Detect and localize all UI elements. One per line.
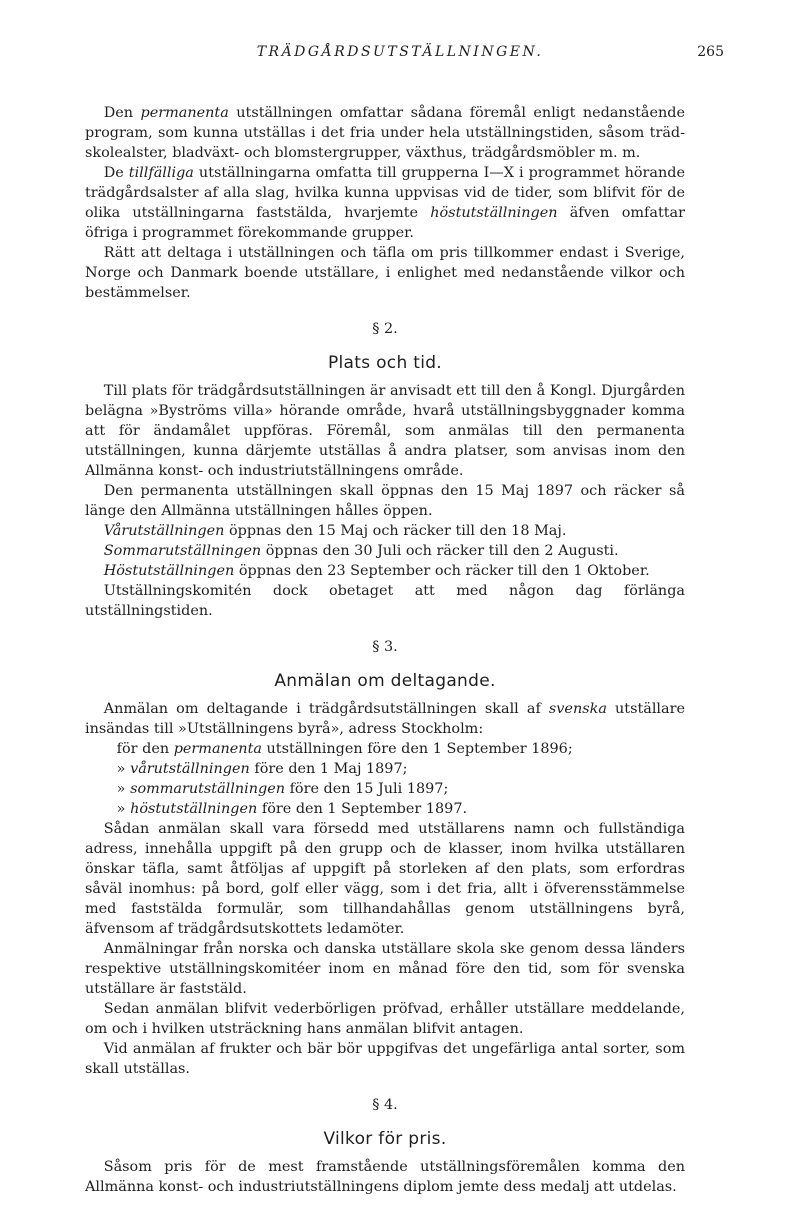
paragraph-autumn-dates: Höstutställningen öppnas den 23 September och räcker till den 1 Oktober. <box>103 563 650 579</box>
paragraph-temporary: De tillfälliga utställningarna omfatta till grupperna I—X i programmet hörande trädgårdsalster af alla slag, hvilka kunna uppvisas vid de tider, som blifvit för de olika utställningarna faststälda, hvarjemte höstutställningen äfven omfattar öfriga i programmet förekommande grupper. <box>85 165 685 241</box>
section-number-3: § 3. <box>372 639 398 655</box>
section-number-4: § 4. <box>372 1097 398 1113</box>
paragraph-permanent-dates: Den permanenta utställningen skall öppnas den 15 Maj 1897 och räcker så länge den Allmänna utställningen hålles öppen. <box>85 483 685 519</box>
paragraph-review: Sedan anmälan blifvit vederbörligen pröfvad, erhåller utställare meddelande, om och i hvilken utsträckning hans anmälan blifvit antagen. <box>85 1001 685 1037</box>
paragraph-permanent: Den permanenta utställningen omfattar sådana föremål enligt nedanstående program, som kunna utställas i det fria under hela utställningstiden, såsom träd-skolealster, bladväxt- och blomstergrupper, växthus, trädgårdsmöbler m. m. <box>85 105 685 161</box>
paragraph-spring-dates: Vårutställningen öppnas den 15 Maj och räcker till den 18 Maj. <box>103 523 567 539</box>
paragraph-foreign-exhibitors: Anmälningar från norska och danska utställare skola ske genom dessa länders respektive utställningskomitéer inom en månad före den tid, som för svenska utställare är faststäld. <box>85 941 685 997</box>
section-number-2: § 2. <box>372 321 398 337</box>
running-title: TRÄDGÅRDSUTSTÄLLNINGEN. <box>256 44 544 60</box>
deadline-item: » sommarutställningen före den 15 Juli 1897; <box>116 781 449 797</box>
deadline-item: » höstutställningen före den 1 September 1897. <box>116 801 468 817</box>
paragraph-registration-content: Sådan anmälan skall vara försedd med utställarens namn och fullständiga adress, innehålla uppgift på den grupp och de klasser, inom hvilka utställaren önskar täfla, samt åtföljas af uppgift på storleken af den plats, som erfordras såväl inomhus: på bord, golf eller vägg, som i det fria, allt i öfverensstämmelse med faststälda formulär, som tillhandahållas genom utställningens byrå, äfvensom af trädgårdsutskottets ledamöter. <box>85 821 685 937</box>
paragraph-registration: Anmälan om deltagande i trädgårdsutställningen skall af svenska utställare insändas till »Utställningens byrå», adress Stockholm: <box>85 701 686 737</box>
deadline-item: » vårutställningen före den 1 Maj 1897; <box>116 761 408 777</box>
paragraph-prizes: Såsom pris för de mest framstående utställningsföremålen komma den Allmänna konst- och industriutställningens diplom jemte dess medalj att utdelas. <box>85 1159 685 1195</box>
paragraph-summer-dates: Sommarutställningen öppnas den 30 Juli och räcker till den 2 Augusti. <box>103 543 619 559</box>
section-title-prize-conditions: Vilkor för pris. <box>323 1129 447 1149</box>
paragraph-eligibility: Rätt att deltaga i utställningen och täfla om pris tillkommer endast i Sverige, Norge och Danmark boende utställare, i enlighet med nedanstående vilkor och bestämmelser. <box>85 245 685 301</box>
section-title-place-time: Plats och tid. <box>327 353 443 373</box>
body-text <box>85 103 685 1197</box>
section-title-registration: Anmälan om deltagande. <box>274 671 496 691</box>
running-head <box>60 44 740 66</box>
page-number: 265 <box>697 44 724 60</box>
paragraph-extension: Utställningskomitén dock obetaget att med någon dag förlänga utställningstiden. <box>85 583 685 619</box>
paragraph-fruit: Vid anmälan af frukter och bär bör uppgifvas det ungefärliga antal sorter, som skall utställas. <box>85 1041 685 1077</box>
deadline-item: för den permanenta utställningen före den 1 September 1896; <box>116 741 573 757</box>
paragraph-place: Till plats för trädgårdsutställningen är anvisadt ett till den å Kongl. Djurgården belägna »Byströms villa» hörande område, hvarå utställningsbyggnader komma att för ändamålet uppföras. Föremål, som anmälas till den permanenta utställningen, kunna därjemte utställas å andra platser, som anvisas inom den Allmänna konst- och industriutställningens område. <box>85 383 685 479</box>
